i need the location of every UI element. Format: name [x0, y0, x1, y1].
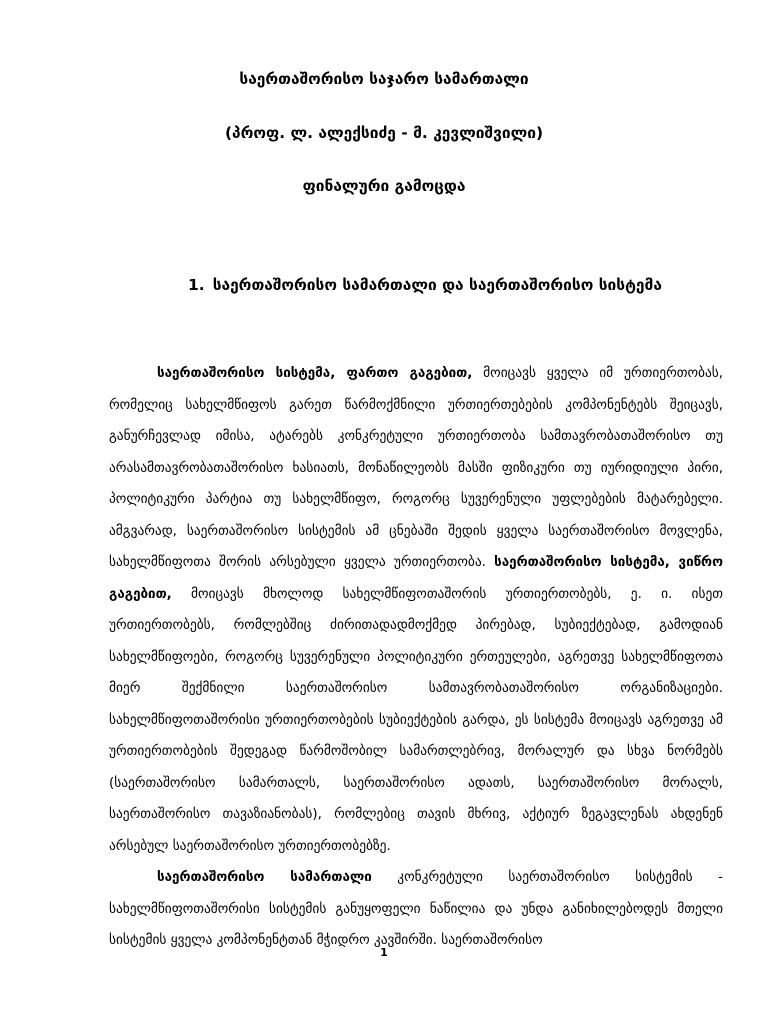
document-authors: (პროფ. ლ. ალექსიძე - მ. კევლიშვილი)	[224, 124, 544, 142]
paragraph-1-text-a: მოიცავს ყველა იმ ურთიერთობას, რომელიც სახელმწიფოს გარეთ წარმოქმნილი ურთიერთებების კომპონენტებს შეიცავს, განურჩევლად იმისა, ატარებს კონკრეტული ურთიერთობა სამთავრობათაშორისო თუ არასამთავრობათაშორისო ხასიათს, მონაწილეობს მასში ფიზიკური თუ იურიდიული პირი, პოლიტიკური პარტია თუ სახელმწიფო, როგორც სუვერენული უფლებების მატარებელი. ამგვარად, საერთაშორისო სისტემის ამ ცნებაში შედის ყველა საერთაშორისო მოვლენა, სახელმწიფოთა შორის არსებული ყველა ურთიერთობა.	[109, 366, 723, 570]
paragraph-1-text-b: მოიცავს მხოლოდ სახელმწიფოთაშორის ურთიერთობებს, ე. ი. ისეთ ურთიერთობებს, რომლებშიც ძირითადადმოქმედ პირებად, სუბიექტებად, გამოდიან სახელმწიფოები, როგორც სუვერენული პოლიტიკური ერთეულები, აგრეთვე სახელმწიფოთა მიერ შექმნილი საერთაშორისო სამთავრობათაშორისო ორგანიზაციები. სახელმწიფოთაშორისი ურთიერთობების სუბიექტების გარდა, ეს სისტემა მოიცავს აგრეთვე ამ ურთიერთობების შედეგად წარმოშობილ სამართლებრივ, მორალურ და სხვა ნორმებს (საერთაშორისო სამართალს, საერთაშორისო ადათს, საერთაშორისო მორალს, საერთაშორისო თავაზიანობას), რომლებიც თავის მხრივ, აქტიურ ზეგავლენას ახდენენ არსებულ საერთაშორისო ურთიერთობებზე.	[109, 586, 723, 854]
section-heading	[188, 276, 662, 294]
section-number: 1.	[188, 276, 205, 294]
section-title: საერთაშორისო სამართალი და საერთაშორისო სისტემა	[212, 276, 662, 294]
document-body	[109, 358, 723, 957]
document-title: საერთაშორისო საჯარო სამართალი	[239, 70, 529, 88]
paragraph-2-text: კონკრეტული საერთაშორისო სისტემის - სახელმწიფოთაშორისი სისტემის განუყოფელი ნაწილია და უნდა განიხილებოდეს მთელი სისტემის ყველა კომპონენტთან მჭიდრო კავშირში. საერთაშორისო	[109, 870, 723, 948]
paragraph-2	[109, 862, 723, 957]
term-broad: საერთაშორისო სისტემა, ფართო გაგებით,	[157, 366, 473, 381]
term-narrow: საერთაშორისო სისტემა, ვიწრო გაგებით,	[109, 555, 723, 602]
document-subtitle: ფინალური გამოცდა	[302, 177, 466, 195]
page-number: 1	[380, 946, 388, 959]
term-international-law: საერთაშორისო სამართალი	[157, 870, 372, 885]
paragraph-1	[109, 358, 723, 862]
